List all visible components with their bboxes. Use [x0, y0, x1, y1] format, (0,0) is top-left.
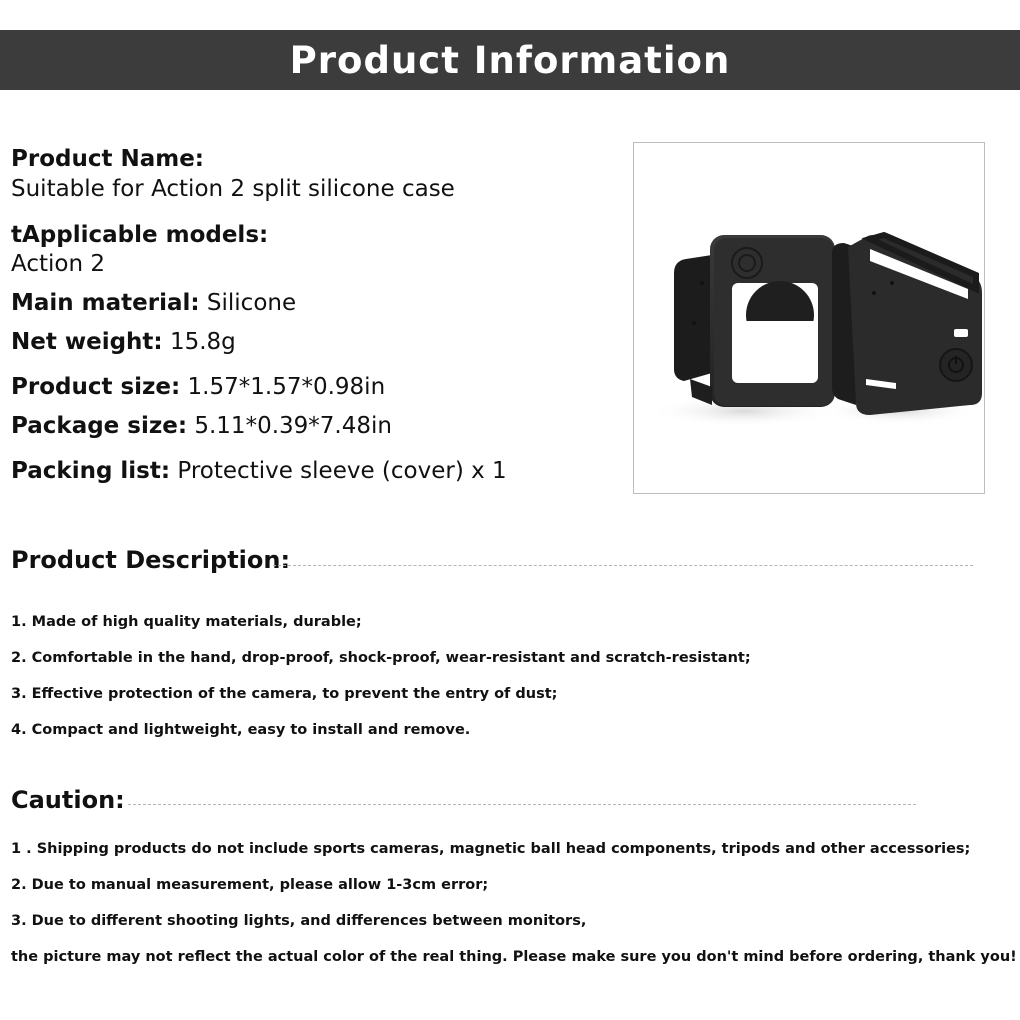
- package-size-value: 5.11*0.39*7.48in: [194, 413, 392, 439]
- applicable-models-label: tApplicable models:: [11, 222, 269, 248]
- net-weight-row: [11, 329, 236, 355]
- product-photo: [633, 142, 985, 494]
- caution-divider: [128, 804, 916, 805]
- caution-item-1: 1 . Shipping products do not include sports cameras, magnetic ball head components, tripods and other accessories;: [11, 841, 971, 857]
- product-size-value: 1.57*1.57*0.98in: [187, 374, 386, 400]
- applicable-models-value: Action 2: [11, 251, 105, 277]
- caution-item-2: 2. Due to manual measurement, please allow 1-3cm error;: [11, 877, 489, 893]
- product-size-row: [11, 374, 385, 400]
- rear-case-part: [832, 235, 982, 415]
- main-material-value: Silicone: [206, 290, 297, 316]
- product-description-title: Product Description:: [11, 546, 291, 574]
- description-divider: [273, 565, 973, 566]
- description-item-3: 3. Effective protection of the camera, to prevent the entry of dust;: [11, 686, 558, 702]
- product-name-label: Product Name:: [11, 146, 205, 172]
- front-case-part: [674, 235, 835, 407]
- main-material-label: Main material:: [11, 290, 200, 316]
- caution-item-3: 3. Due to different shooting lights, and differences between monitors,: [11, 913, 587, 929]
- caution-item-4: the picture may not reflect the actual color of the real thing. Please make sure you don't mind before ordering, thank you!: [11, 949, 1017, 965]
- product-name-value: Suitable for Action 2 split silicone case: [11, 176, 455, 202]
- description-item-4: 4. Compact and lightweight, easy to install and remove.: [11, 722, 471, 738]
- page-title-banner: [0, 30, 1020, 90]
- silicone-case-illustration: [634, 143, 984, 493]
- package-size-label: Package size:: [11, 413, 188, 439]
- main-material-row: [11, 290, 296, 316]
- net-weight-label: Net weight:: [11, 329, 163, 355]
- net-weight-value: 15.8g: [169, 329, 236, 355]
- packing-list-label: Packing list:: [11, 458, 171, 484]
- page-title: Product Information: [289, 38, 731, 82]
- packing-list-value: Protective sleeve (cover) x 1: [177, 458, 507, 484]
- packing-list-row: [11, 458, 507, 484]
- package-size-row: [11, 413, 392, 439]
- description-item-2: 2. Comfortable in the hand, drop-proof, shock-proof, wear-resistant and scratch-resistant;: [11, 650, 751, 666]
- caution-title: Caution:: [11, 786, 125, 814]
- description-item-1: 1. Made of high quality materials, durable;: [11, 614, 362, 630]
- product-size-label: Product size:: [11, 374, 181, 400]
